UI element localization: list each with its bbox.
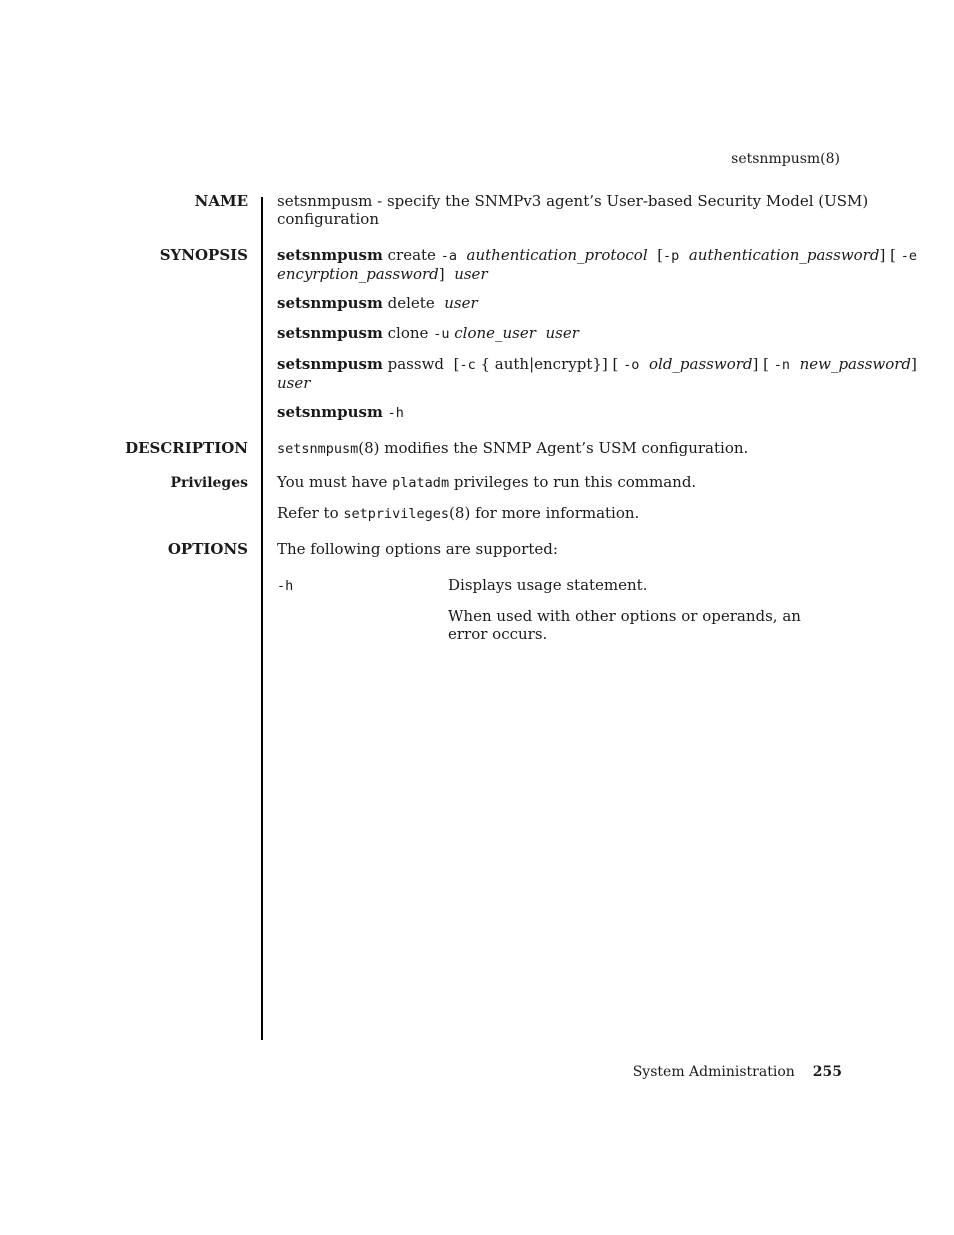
- operand: user: [454, 265, 488, 283]
- option-argument: authentication_protocol: [466, 246, 648, 264]
- operand: user: [277, 374, 311, 392]
- command-reference: setsnmpusm: [277, 441, 359, 457]
- subcommand: create: [387, 246, 436, 264]
- options-intro: The following options are supported:: [277, 540, 558, 558]
- bracket: ] [: [601, 355, 619, 373]
- option-flag: -n: [773, 357, 791, 373]
- synopsis-delete: [277, 294, 837, 312]
- bracket: ] [: [879, 246, 896, 264]
- privileges-text: (8) for more information.: [449, 504, 640, 522]
- synopsis-clone: [277, 324, 837, 343]
- bracket: ] [: [752, 355, 769, 373]
- choice: { auth|encrypt}: [480, 355, 602, 373]
- privileges-paragraph-1: [277, 473, 837, 492]
- option-h-name: -h: [277, 578, 294, 594]
- option-h-desc-1: Displays usage statement.: [448, 576, 648, 594]
- option-h-description: [448, 576, 828, 643]
- bracket: [: [453, 355, 460, 373]
- command-name: setsnmpusm: [277, 324, 383, 342]
- bracket: ]: [438, 265, 445, 283]
- privileges-text: privileges to run this command.: [449, 473, 697, 491]
- option-flag: -p: [663, 248, 680, 264]
- command-name: setsnmpusm: [277, 403, 383, 421]
- option-flag: -h: [387, 405, 404, 421]
- synopsis-create: [277, 246, 917, 283]
- synopsis-help: [277, 403, 837, 422]
- option-flag: -u: [433, 326, 450, 342]
- running-head: setsnmpusm(8): [731, 151, 840, 167]
- command-name: setsnmpusm: [277, 355, 383, 373]
- option-argument: encyrption_password: [277, 265, 439, 283]
- option-flag: -c: [459, 357, 476, 373]
- synopsis-create-line2: [277, 265, 837, 283]
- command-name: setsnmpusm: [277, 246, 383, 264]
- options-label: OPTIONS: [167, 540, 248, 558]
- synopsis-label: SYNOPSIS: [159, 246, 248, 264]
- subcommand: delete: [387, 294, 435, 312]
- command-name: setsnmpusm: [277, 294, 383, 312]
- privileges-text: You must have: [277, 473, 393, 491]
- option-argument: authentication_password: [688, 246, 880, 264]
- page-number: 255: [812, 1064, 842, 1080]
- subcommand: clone: [387, 324, 429, 342]
- synopsis-passwd: [277, 355, 917, 392]
- operand: user: [444, 294, 478, 312]
- description-body: (8) modifies the SNMP Agent’s USM configuration.: [358, 439, 749, 457]
- privileges-paragraph-2: [277, 504, 837, 523]
- option-argument: clone_user: [454, 324, 536, 342]
- synopsis-passwd-line2: [277, 374, 837, 392]
- option-argument: old_password: [648, 355, 753, 373]
- name-text-line2: configuration: [277, 210, 379, 228]
- bracket: ]: [911, 355, 917, 373]
- page-footer: [633, 1063, 842, 1081]
- option-flag: -a: [440, 248, 457, 264]
- synopsis-passwd-line1: [277, 355, 917, 374]
- privileges-label: Privileges: [170, 475, 248, 491]
- footer-title: System Administration: [632, 1064, 795, 1080]
- name-text: [277, 192, 869, 228]
- option-flag: -o: [623, 357, 640, 373]
- option-h-desc-2: When used with other options or operands, an error occurs.: [448, 607, 801, 643]
- privilege-name: platadm: [392, 475, 450, 491]
- command-reference: setprivileges: [343, 506, 450, 522]
- name-text-line1: setsnmpusm - specify the SNMPv3 agent’s User-based Security Model (USM): [277, 192, 869, 210]
- option-flag: -e: [900, 248, 917, 264]
- option-argument: new_password: [799, 355, 912, 373]
- description-label: DESCRIPTION: [125, 439, 248, 457]
- synopsis-create-line1: [277, 246, 917, 265]
- operand: user: [545, 324, 579, 342]
- name-label: NAME: [194, 192, 248, 210]
- bracket: [: [657, 246, 664, 264]
- privileges-text: Refer to: [277, 504, 344, 522]
- description-text: [277, 439, 837, 458]
- section-rule: [261, 197, 263, 1040]
- subcommand: passwd: [387, 355, 445, 373]
